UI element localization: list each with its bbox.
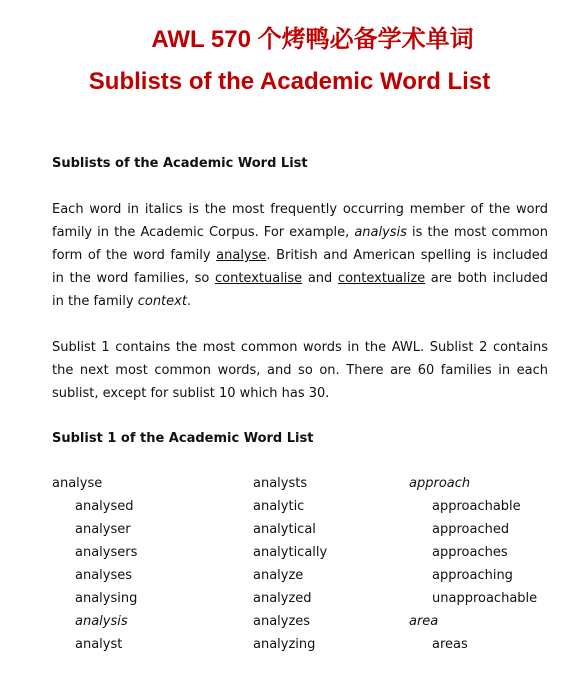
word-form: analyses [75,568,133,583]
word-column-1 [52,472,137,656]
word-form: analysing [75,591,138,606]
word-form: analyst [75,637,123,652]
para1-text-3: . British and American spelling is included in the word families, so [52,248,548,286]
document-title-block [0,24,579,98]
underlined-word-contextualise: contextualise [214,271,303,286]
word-form: analyzes [253,614,311,629]
word-form: analytical [253,522,316,537]
word-form: analyzed [253,591,312,606]
word-form: analysed [75,499,134,514]
word-form: areas [432,637,468,652]
para1-text-6: . [186,294,192,309]
document-title-english: Sublists of the Academic Word List [88,68,491,95]
word-form: analyze [253,568,304,583]
intro-paragraph-1 [52,198,548,313]
intro-paragraph-2: Sublist 1 contains the most common words in the AWL. Sublist 2 contains the next most common words, and so on. There are 60 families in each sublist, except for sublist 10 which has 30. [52,340,548,401]
word-form: analysers [75,545,138,560]
word-form: analysts [253,476,308,491]
sublist-1-heading: Sublist 1 of the Academic Word List [52,431,314,446]
italic-word-context: context [137,294,187,309]
word-form: analyser [75,522,131,537]
word-form: approached [432,522,510,537]
headword-italic: approach [409,476,471,491]
word-column-2 [253,472,327,656]
para1-text-4: and [302,271,338,286]
word-form: analyzing [253,637,316,652]
underlined-word-contextualize: contextualize [337,271,426,286]
para1-text-5: are both included in the family [52,271,548,309]
word-form: approaching [432,568,513,583]
word-form: unapproachable [432,591,538,606]
word-form: analytic [253,499,305,514]
para1-text-1: Each word in italics is the most frequently occurring member of the word family in the Academic Corpus. For example, [52,202,548,240]
sublist-1-word-columns [52,472,548,656]
word-form: approaches [432,545,508,560]
word-form: analytically [253,545,328,560]
para1-text-2: is the most common form of the word family [52,225,548,263]
document-body [52,152,548,656]
document-title-chinese: AWL 570 个烤鸭必备学术单词 [151,26,474,53]
headword-italic: area [409,614,439,629]
word-form-most-frequent: analysis [75,614,128,629]
intro-heading: Sublists of the Academic Word List [52,156,308,171]
headword: analyse [52,476,103,491]
italic-word-analysis: analysis [354,225,407,240]
word-form: approachable [432,499,521,514]
word-column-3 [409,472,537,656]
underlined-word-analyse: analyse [216,248,267,263]
